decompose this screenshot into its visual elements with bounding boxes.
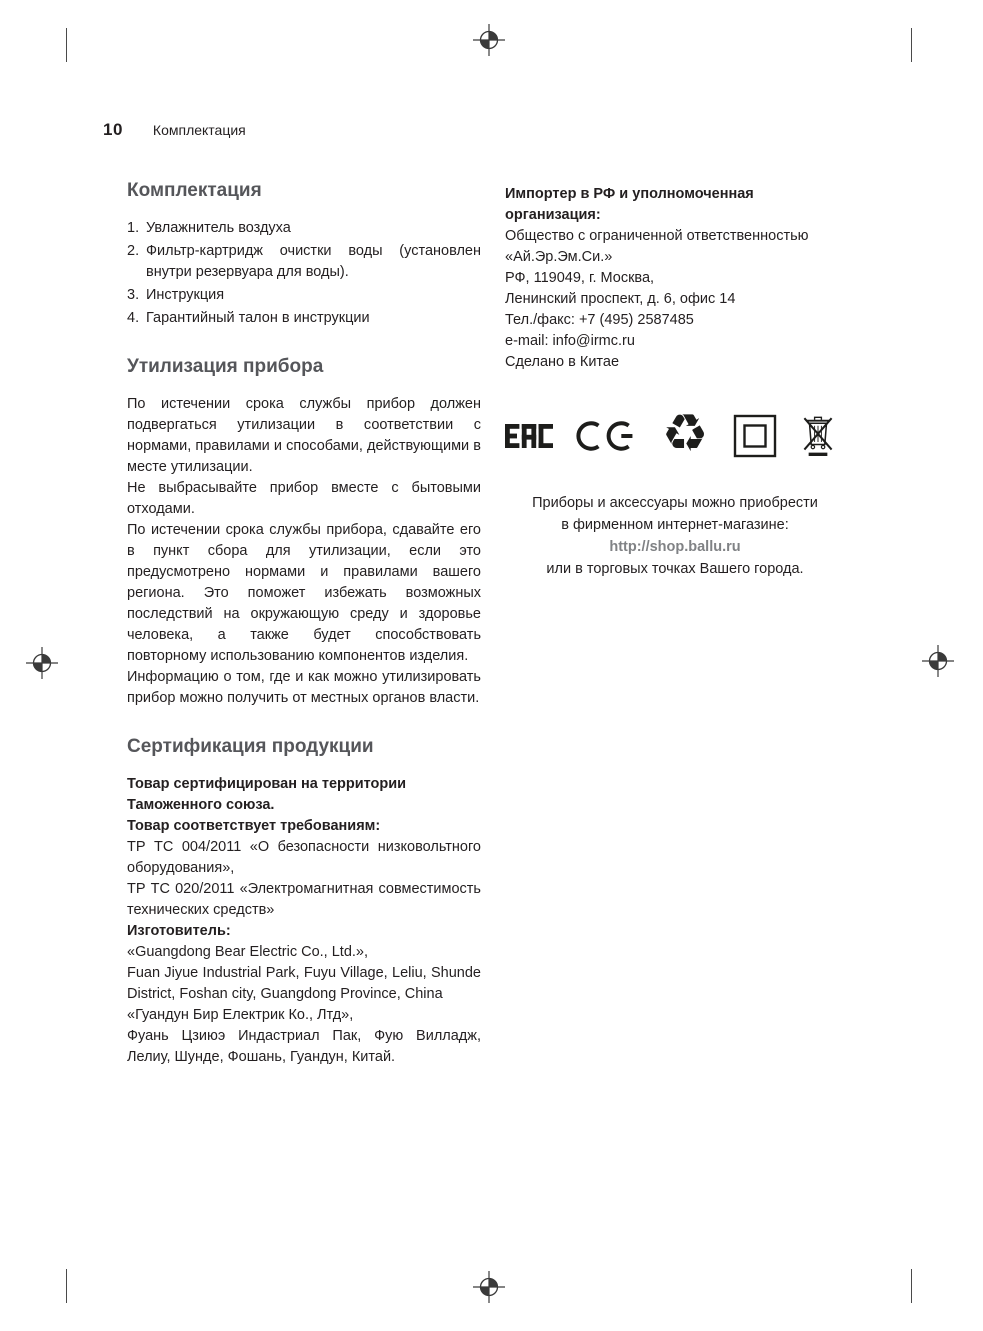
importer-line: Общество с ограниченной ответственностью [505, 228, 809, 244]
manufacturer-name-en: «Guangdong Bear Electric Co., Ltd.», [127, 944, 369, 960]
list-item [127, 241, 481, 283]
importer-label: Импортер в РФ и уполномоченная организация: [505, 186, 754, 223]
shop-info-block [505, 492, 845, 580]
certification-marks-row [505, 404, 835, 464]
package-contents-list [127, 218, 481, 329]
crop-mark [911, 1269, 912, 1303]
list-item-number: 2. [127, 243, 140, 259]
manufacturer-address-en: Fuan Jiyue Industrial Park, Fuyu Village, Leliu, Shunde District, Foshan city, Guangdong Province, China [127, 965, 481, 1002]
list-item-number: 3. [127, 287, 140, 303]
manufacturer-name-ru: «Гуандун Бир Електрик Ко., Лтд», [127, 1007, 354, 1023]
list-item-number: 4. [127, 310, 140, 326]
registration-mark-icon [24, 645, 60, 681]
list-item [127, 285, 481, 306]
conforms-line: ТР ТС 020/2011 «Электромагнитная совместимость технических средств» [127, 881, 481, 918]
importer-line: Тел./факс: +7 (495) 2587485 [505, 312, 694, 328]
right-column [505, 184, 837, 580]
manufacturer-label: Изготовитель: [127, 923, 231, 939]
importer-line: РФ, 119049, г. Москва, [505, 270, 655, 286]
shop-text-line: Приборы и аксессуары можно приобрести [532, 495, 818, 511]
left-column [127, 180, 481, 1068]
eac-mark-icon [505, 416, 553, 456]
class-ii-icon [732, 413, 778, 459]
registration-mark-icon [471, 1269, 507, 1305]
crop-mark [66, 28, 67, 62]
page-header [103, 120, 246, 140]
shop-url-link[interactable]: http://shop.ballu.ru [609, 539, 741, 555]
crop-mark [911, 28, 912, 62]
paragraph: Информацию о том, где и как можно утилизировать прибор можно получить от местных органов власти. [127, 669, 481, 706]
shop-text-line: или в торговых точках Вашего города. [546, 561, 804, 577]
page-number: 10 [103, 120, 123, 139]
certified-territory-text: Товар сертифицирован на территории Таможенного союза. [127, 776, 407, 813]
conforms-line: ТР ТС 004/2011 «О безопасности низковольтного оборудования», [127, 839, 481, 876]
importer-line: e-mail: info@irmc.ru [505, 333, 635, 349]
list-item-text: Гарантийный талон в инструкции [146, 310, 370, 326]
paragraph: Не выбрасывайте прибор вместе с бытовыми отходами. [127, 480, 481, 517]
section-title-utilization: Утилизация прибора [127, 356, 324, 377]
list-item-text: Фильтр-картридж очистки воды (установлен внутри резервуара для воды). [146, 243, 481, 280]
section-title-komplekt: Комплектация [127, 180, 262, 201]
ce-mark-icon [576, 415, 638, 457]
paragraph: По истечении срока службы прибора, сдавайте его в пункт сбора для утилизации, если это предусмотрено нормами и правилами вашего региона. Это поможет избежать возможных последствий на окружающую среду и здоровье человека, а также будет способствовать повторному использованию компонентов изделия. [127, 522, 481, 664]
registration-mark-icon [471, 22, 507, 58]
list-item [127, 218, 481, 239]
recycling-icon: ♻ [661, 404, 709, 464]
importer-line: Ленинский проспект, д. 6, офис 14 [505, 291, 736, 307]
crop-mark [66, 1269, 67, 1303]
made-in-text: Сделано в Китае [505, 354, 620, 370]
registration-mark-icon [920, 643, 956, 679]
manufacturer-address-ru: Фуань Цзиюэ Индастриал Пак, Фую Вилладж, Лелиу, Шунде, Фошань, Гуандун, Китай. [127, 1028, 481, 1065]
section-title-certification: Сертификация продукции [127, 736, 374, 757]
list-item [127, 308, 481, 329]
list-item-number: 1. [127, 220, 140, 236]
conforms-label: Товар соответствует требованиям: [127, 818, 381, 834]
running-header-title: Комплектация [152, 122, 246, 138]
weee-bin-icon [801, 411, 835, 461]
paragraph: По истечении срока службы прибор должен подвергаться утилизации в соответствии с нормами, правилами и способами, действующими в месте утилизации. [127, 396, 481, 475]
shop-text-line: в фирменном интернет-магазине: [561, 517, 789, 533]
list-item-text: Инструкция [146, 287, 225, 303]
importer-line: «Ай.Эр.Эм.Си.» [505, 249, 613, 265]
list-item-text: Увлажнитель воздуха [146, 220, 291, 236]
